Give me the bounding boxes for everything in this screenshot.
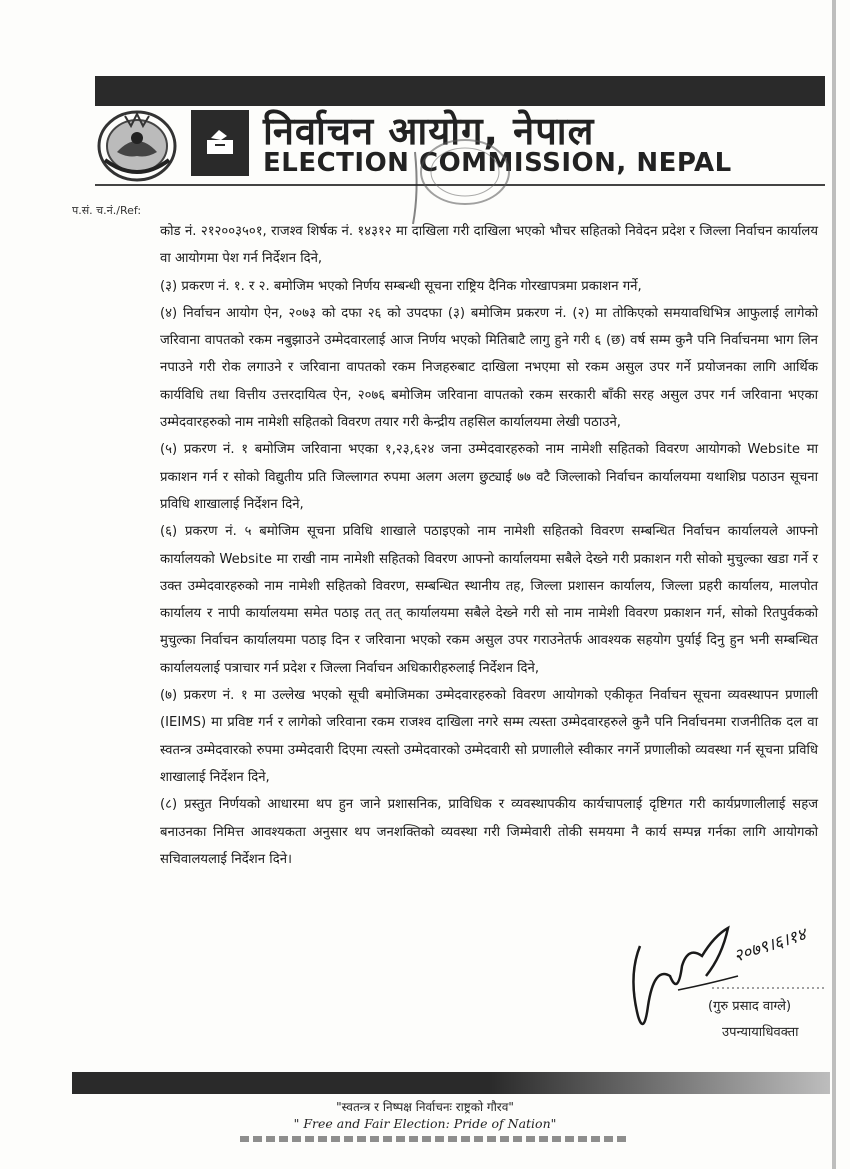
reference-label: प.सं. च.नं./Ref: [72,204,142,217]
footer-contact-line [240,1136,630,1142]
paragraph-item-6: (६) प्रकरण नं. ५ बमोजिम सूचना प्रविधि शाखाले पठाइएको नाम नामेशी सहितको विवरण सम्बन्धित निर्वाचन कार्यालयले आफ्नो कार्यालयको Website मा राखी नाम नामेशी सहितको विवरण आफ्नो कार्यालयमा सबैले देख्ने गरी प्रकाशन गरी सोको मुचुल्का खडा गर्ने र उक्त उम्मेदवारहरुको नाम नामेशी सहितको विवरण, सम्बन्धित स्थानीय तह, जिल्ला प्रशासन कार्यालय, जिल्ला प्रहरी कार्यालय, मालपोत कार्यालय र नापी कार्यालयमा समेत पठाइ तत् तत् कार्यालयमा सबैले देख्ने गरी सो नाम नामेशी विवरण प्रकाशन गर्न, सोको रितपुर्वकको मुचुल्का निर्वाचन कार्यालयमा पठाइ दिन र जरिवाना भएको रकम असुल उपर गराउनेतर्फ आवश्यक सहयोग पुर्याई दिनु हुन भनी सम्बन्धित कार्यालयलाई पत्राचार गर्न प्रदेश र जिल्ला निर्वाचन अधिकारीहरुलाई निर्देशन दिने, [160,524,818,676]
footer-motto-nepali: "स्वतन्त्र र निष्पक्ष निर्वाचनः राष्ट्रको गौरव" [336,1100,514,1114]
paragraph-item-5: (५) प्रकरण नं. १ बमोजिम जरिवाना भएका १,२३,६२४ जना उम्मेदवारहरुको नाम नामेशी सहितको विवरण आयोगको Website मा प्रकाशन गर्न र सोको विद्युतीय प्रति जिल्लागत रुपमा अलग अलग छुट्याई ७७ वटै जिल्लाको निर्वाचन कार्यालयमा यथाशिघ्र पठाउन सूचना प्रविधि शाखालाई निर्देशन दिने, [160,442,818,512]
footer-motto-english: " Free and Fair Election: Pride of Nation" [293,1116,557,1131]
signatory-title: उपन्यायाधिवक्ता [722,1025,799,1040]
footer-bar [72,1072,830,1094]
ballot-box-icon [205,126,235,156]
commission-logo [191,110,249,176]
paragraph-item-3: (३) प्रकरण नं. १. र २. बमोजिम भएको निर्णय सम्बन्धी सूचना राष्ट्रिय दैनिक गोरखापत्रमा प्रकाशन गर्ने, [160,278,642,294]
office-stamp-icon [395,132,515,232]
paragraph-item-8: (८) प्रस्तुत निर्णयको आधारमा थप हुन जाने प्रशासनिक, प्राविधिक र व्यवस्थापकीय कार्यचापलाई दृष्टिगत गरी कार्यप्रणालीलाई सहज बनाउनका निमित्त आवश्यकता अनुसार थप जनशक्तिको व्यवस्था गरी जिम्मेवारी तोकी समयमा नै कार्य सम्पन्न गर्नका लागि आयोगको सचिवालयलाई निर्देशन दिने। [160,797,818,867]
document-body [160,218,818,873]
signatory-name: (गुरु प्रसाद वाग्ले) [708,999,792,1014]
header-title-english: ELECTION COMMISSION, NEPAL [263,148,732,178]
signature-date: २०७९।६।१४ [731,924,809,967]
letterhead-top-bar [95,76,825,106]
nepal-emblem-icon [95,108,179,182]
paragraph-item-4: (४) निर्वाचन आयोग ऐन, २०७३ को दफा २६ को उपदफा (३) बमोजिम प्रकरण नं. (२) मा तोकिएको समयावधिभित्र आफुलाई लागेको जरिवाना वापतको रकम नबुझाउने उम्मेदवारलाई आज निर्णय भएको मितिबाटै लागु हुने गरी ६ (छ) वर्ष सम्म कुनै पनि निर्वाचनमा भाग लिन नपाउने गरी रोक लगाउने र जरिवाना वापतको रकम निजहरुबाट दाखिला नभएमा सो रकम असुल उपर गर्ने प्रयोजनका लागि आर्थिक कार्यविधि तथा वित्तीय उत्तरदायित्व ऐन, २०७६ बमोजिम जरिवाना वापतको रकम सरकारी बाँकी सरह असुल उपर गर्न जरिवाना भएका उम्मेदवारहरुको नाम नामेशी सहितको विवरण तयार गरी केन्द्रीय तहसिल कार्यालयमा लेखी पठाउने, [160,305,818,431]
paragraph-item-7: (७) प्रकरण नं. १ मा उल्लेख भएको सूची बमोजिमका उम्मेदवारहरुको विवरण आयोगको एकीकृत निर्वाचन सूचना व्यवस्थापन प्रणाली (IEIMS) मा प्रविष्ट गर्न र लागेको जरिवाना रकम राजश्व दाखिला नगरे सम्म त्यस्ता उम्मेदवारहरुले कुनै पनि निर्वाचनमा राजनीतिक दल वा स्वतन्त्र उम्मेदवारको रुपमा उम्मेदवारी दिएमा त्यस्तो उम्मेदवारको उम्मेदवारी सो प्रणालीले स्वीकार नगर्ने प्रणालीको व्यवस्था गर्न सूचना प्रविधि शाखालाई निर्देशन दिने, [160,688,818,785]
paragraph-continuation: कोड नं. २१२००३५०१, राजश्व शिर्षक नं. १४३१२ मा दाखिला गरी दाखिला भएको भौचर सहितको निवेदन प्रदेश र जिल्ला निर्वाचन कार्यालय वा आयोगमा पेश गर्न निर्देशन दिने, [160,224,818,267]
header-title-nepali: निर्वाचन आयोग, नेपाल [263,109,595,153]
